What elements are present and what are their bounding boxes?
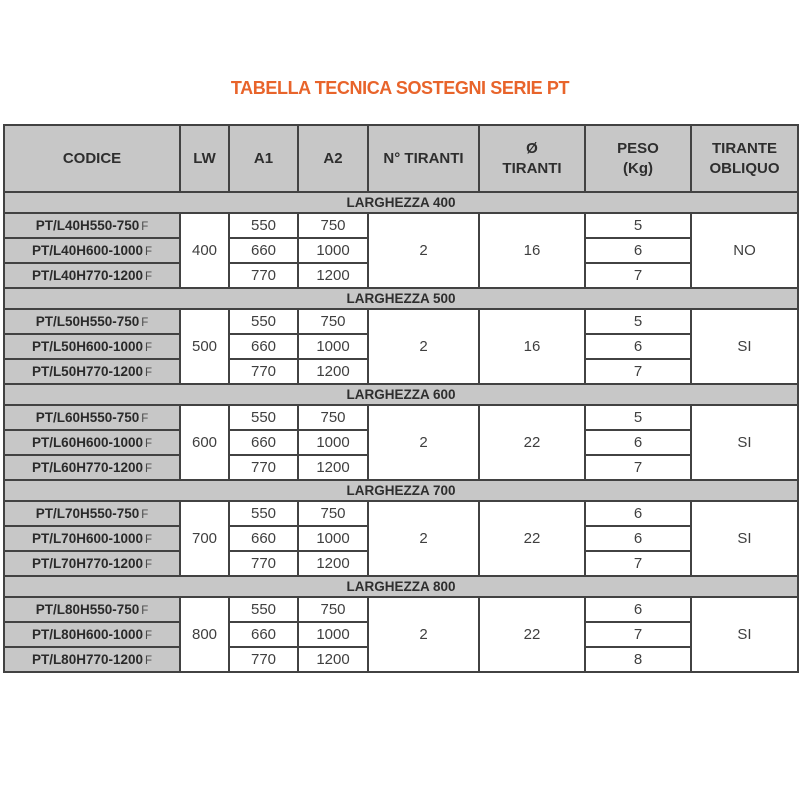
spec-table-header [4, 125, 798, 192]
col-header-a2: A2 [298, 125, 368, 192]
section-band-row [4, 480, 798, 501]
diam-tiranti-cell: 16 [479, 213, 585, 288]
a2-cell: 750 [298, 213, 368, 238]
a1-cell: 660 [229, 622, 298, 647]
codice-cell [4, 238, 180, 263]
codice-text: PT/L70H550-750 [35, 506, 140, 521]
codice-cell [4, 213, 180, 238]
table-row [4, 501, 798, 526]
a1-cell: 770 [229, 551, 298, 576]
a2-cell: 1000 [298, 430, 368, 455]
codice-cell [4, 309, 180, 334]
codice-cell [4, 334, 180, 359]
a1-cell: 550 [229, 501, 298, 526]
peso-cell: 5 [585, 405, 691, 430]
peso-cell: 8 [585, 647, 691, 672]
n-tiranti-cell: 2 [368, 405, 479, 480]
table-row [4, 309, 798, 334]
codice-suffix: F [145, 534, 153, 546]
col-header-lw: LW [180, 125, 229, 192]
a2-cell: 1000 [298, 622, 368, 647]
a2-cell: 1000 [298, 334, 368, 359]
a2-cell: 1200 [298, 263, 368, 288]
codice-text: PT/L60H600-1000 [31, 435, 144, 450]
a2-cell: 750 [298, 597, 368, 622]
header-row [4, 125, 798, 192]
codice-cell [4, 526, 180, 551]
codice-cell [4, 622, 180, 647]
table-row [4, 597, 798, 622]
codice-suffix: F [145, 463, 153, 475]
n-tiranti-cell: 2 [368, 213, 479, 288]
a2-cell: 750 [298, 309, 368, 334]
a2-cell: 1200 [298, 647, 368, 672]
codice-text: PT/L50H550-750 [35, 314, 140, 329]
codice-suffix: F [141, 605, 149, 617]
peso-cell: 7 [585, 359, 691, 384]
codice-text: PT/L70H770-1200 [31, 556, 144, 571]
section-band-label: LARGHEZZA 600 [4, 384, 798, 405]
a1-cell: 770 [229, 359, 298, 384]
codice-text: PT/L40H770-1200 [31, 268, 144, 283]
codice-cell [4, 455, 180, 480]
a2-cell: 1000 [298, 526, 368, 551]
codice-suffix: F [145, 655, 153, 667]
section-band-row [4, 384, 798, 405]
codice-text: PT/L40H600-1000 [31, 243, 144, 258]
a1-cell: 770 [229, 647, 298, 672]
a1-cell: 550 [229, 597, 298, 622]
codice-text: PT/L50H600-1000 [31, 339, 144, 354]
a1-cell: 660 [229, 430, 298, 455]
a1-cell: 550 [229, 309, 298, 334]
lw-cell: 400 [180, 213, 229, 288]
section-band-label: LARGHEZZA 500 [4, 288, 798, 309]
a2-cell: 1000 [298, 238, 368, 263]
codice-text: PT/L60H550-750 [35, 410, 140, 425]
codice-suffix: F [145, 559, 153, 571]
a2-cell: 1200 [298, 551, 368, 576]
codice-suffix: F [145, 342, 153, 354]
page-title: TABELLA TECNICA SOSTEGNI SERIE PT [230, 78, 570, 98]
peso-cell: 7 [585, 551, 691, 576]
codice-cell [4, 430, 180, 455]
codice-suffix: F [145, 630, 153, 642]
section-band-row [4, 576, 798, 597]
codice-text: PT/L60H770-1200 [31, 460, 144, 475]
diam-tiranti-cell: 22 [479, 501, 585, 576]
section-band-label: LARGHEZZA 800 [4, 576, 798, 597]
n-tiranti-cell: 2 [368, 501, 479, 576]
codice-cell [4, 551, 180, 576]
diam-tiranti-cell: 16 [479, 309, 585, 384]
peso-cell: 6 [585, 430, 691, 455]
codice-text: PT/L80H600-1000 [31, 627, 144, 642]
a1-cell: 660 [229, 334, 298, 359]
table-row [4, 405, 798, 430]
peso-cell: 6 [585, 238, 691, 263]
tirante-obliquo-cell: NO [691, 213, 798, 288]
peso-cell: 7 [585, 622, 691, 647]
codice-text: PT/L80H550-750 [35, 602, 140, 617]
lw-cell: 500 [180, 309, 229, 384]
col-header-peso: PESO (Kg) [585, 125, 691, 192]
lw-cell: 600 [180, 405, 229, 480]
section-band-row [4, 288, 798, 309]
peso-cell: 6 [585, 501, 691, 526]
col-header-codice: CODICE [4, 125, 180, 192]
codice-suffix: F [141, 317, 149, 329]
codice-text: PT/L40H550-750 [35, 218, 140, 233]
col-header-tirante-obliquo: TIRANTE OBLIQUO [691, 125, 798, 192]
codice-suffix: F [141, 509, 149, 521]
a1-cell: 550 [229, 405, 298, 430]
lw-cell: 800 [180, 597, 229, 672]
codice-cell [4, 359, 180, 384]
table-row [4, 213, 798, 238]
lw-cell: 700 [180, 501, 229, 576]
codice-suffix: F [145, 271, 153, 283]
codice-cell [4, 647, 180, 672]
spec-table [3, 124, 799, 673]
col-header-n-tiranti: N° TIRANTI [368, 125, 479, 192]
diam-tiranti-cell: 22 [479, 597, 585, 672]
a1-cell: 770 [229, 455, 298, 480]
codice-suffix: F [145, 438, 153, 450]
peso-cell: 7 [585, 455, 691, 480]
codice-cell [4, 405, 180, 430]
a1-cell: 660 [229, 526, 298, 551]
peso-cell: 5 [585, 309, 691, 334]
codice-text: PT/L50H770-1200 [31, 364, 144, 379]
codice-suffix: F [141, 413, 149, 425]
peso-cell: 6 [585, 334, 691, 359]
n-tiranti-cell: 2 [368, 597, 479, 672]
col-header-a1: A1 [229, 125, 298, 192]
section-band-label: LARGHEZZA 400 [4, 192, 798, 213]
tirante-obliquo-cell: SI [691, 501, 798, 576]
col-header-diam-tiranti: Ø TIRANTI [479, 125, 585, 192]
codice-text: PT/L70H600-1000 [31, 531, 144, 546]
n-tiranti-cell: 2 [368, 309, 479, 384]
a2-cell: 750 [298, 405, 368, 430]
codice-suffix: F [141, 221, 149, 233]
a1-cell: 660 [229, 238, 298, 263]
peso-cell: 6 [585, 597, 691, 622]
tirante-obliquo-cell: SI [691, 597, 798, 672]
a2-cell: 750 [298, 501, 368, 526]
peso-cell: 6 [585, 526, 691, 551]
codice-text: PT/L80H770-1200 [31, 652, 144, 667]
a2-cell: 1200 [298, 455, 368, 480]
a1-cell: 550 [229, 213, 298, 238]
a1-cell: 770 [229, 263, 298, 288]
section-band-label: LARGHEZZA 700 [4, 480, 798, 501]
tirante-obliquo-cell: SI [691, 309, 798, 384]
spec-table-body [4, 192, 798, 672]
tirante-obliquo-cell: SI [691, 405, 798, 480]
peso-cell: 7 [585, 263, 691, 288]
peso-cell: 5 [585, 213, 691, 238]
codice-cell [4, 501, 180, 526]
codice-suffix: F [145, 367, 153, 379]
a2-cell: 1200 [298, 359, 368, 384]
diam-tiranti-cell: 22 [479, 405, 585, 480]
codice-suffix: F [145, 246, 153, 258]
codice-cell [4, 597, 180, 622]
codice-cell [4, 263, 180, 288]
section-band-row [4, 192, 798, 213]
